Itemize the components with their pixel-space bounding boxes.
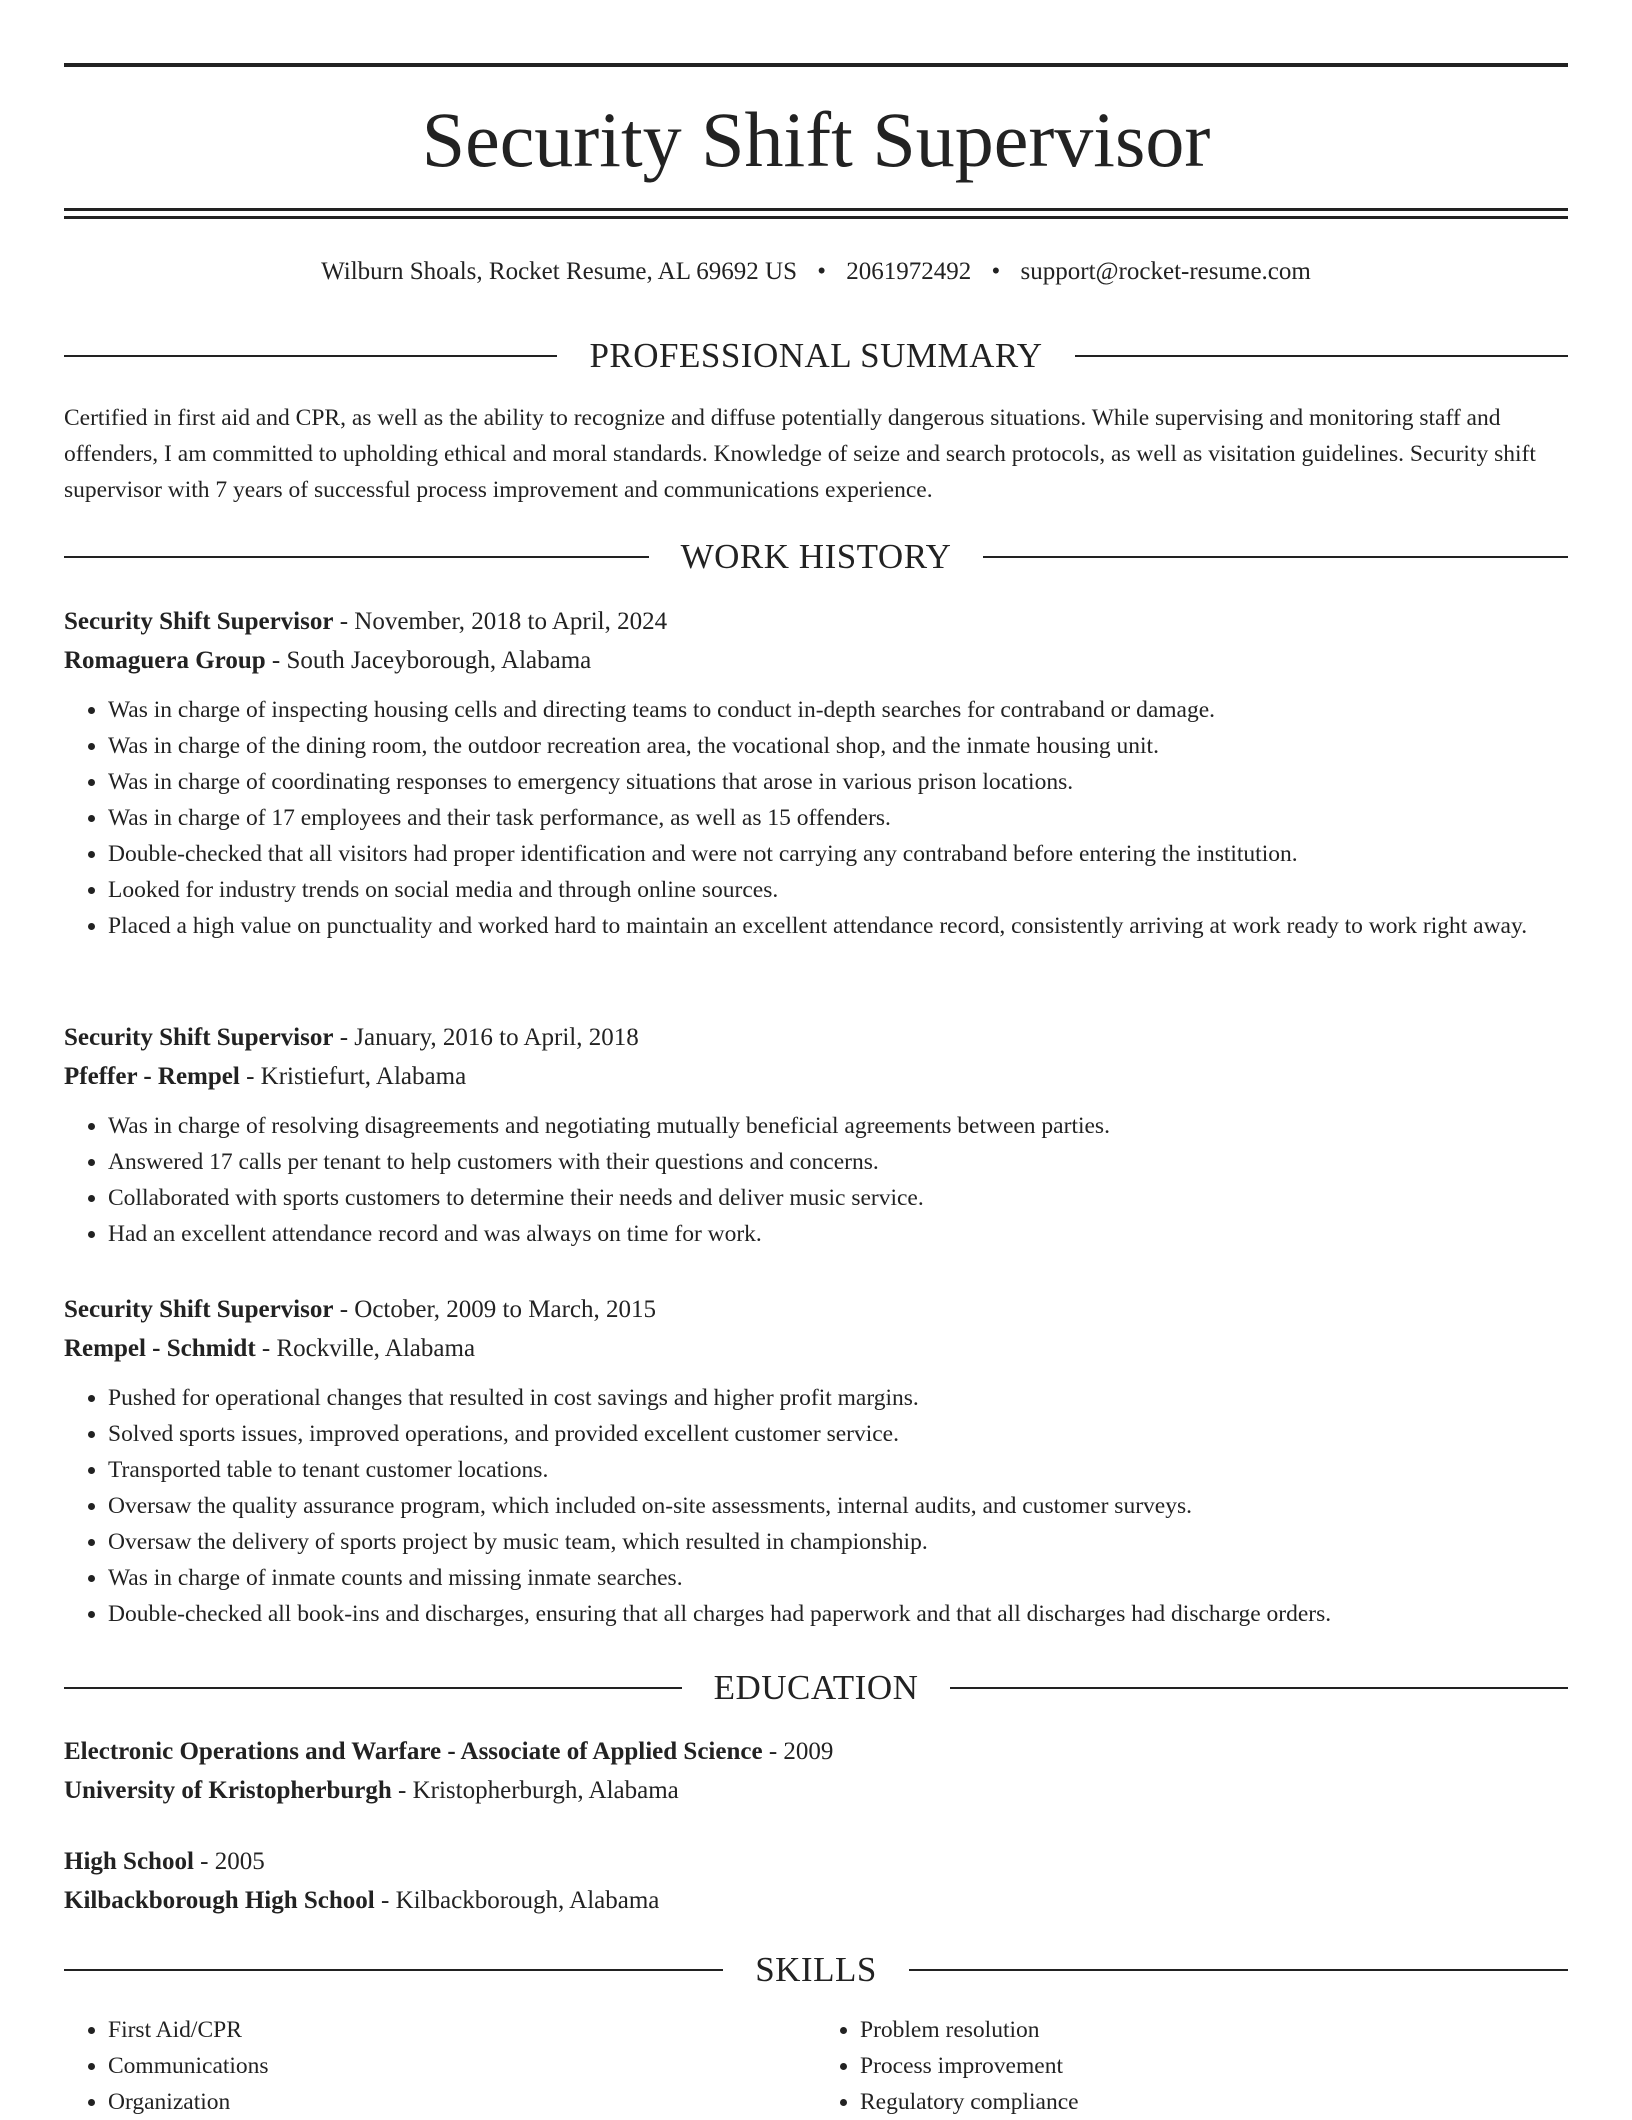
education-entry: [64, 1842, 1568, 1920]
skill-item: • Process improvement: [860, 2048, 1568, 2084]
list-item: • Oversaw the quality assurance program, which included on-site assessments, internal audits, and customer surveys.: [108, 1488, 1568, 1524]
job-location: - Kristiefurt, Alabama: [239, 1063, 467, 1090]
education-school: Kilbackborough High School: [64, 1887, 375, 1914]
list-item: • Answered 17 calls per tenant to help customers with their questions and concerns.: [108, 1144, 1568, 1180]
job-title: Security Shift Supervisor: [64, 608, 334, 635]
job-bullets: [64, 1380, 1568, 1632]
section-rule-right: [950, 1687, 1568, 1689]
education-school-line: [64, 1881, 1568, 1920]
job-title: Security Shift Supervisor: [64, 1296, 334, 1323]
list-item: • Oversaw the delivery of sports project by music team, which resulted in championship.: [108, 1524, 1568, 1560]
skills-columns: [64, 2012, 1568, 2120]
list-item: • Double-checked that all visitors had proper identification and were not carrying any contraband before entering the institution.: [108, 836, 1568, 872]
job-location: - South Jaceyborough, Alabama: [265, 647, 592, 674]
education-school: University of Kristopherburgh: [64, 1777, 392, 1804]
education-entry: [64, 1732, 1568, 1810]
top-rule: [64, 63, 1568, 67]
contact-line: [64, 254, 1568, 290]
job-company: Rempel - Schmidt: [64, 1335, 256, 1362]
job-company-line: [64, 1057, 1568, 1096]
skills-list-left: [64, 2012, 816, 2120]
job-dates: - October, 2009 to March, 2015: [333, 1296, 656, 1323]
job-location: - Rockville, Alabama: [255, 1335, 476, 1362]
job-company: Pfeffer - Rempel: [64, 1063, 240, 1090]
job-company-line: [64, 1329, 1568, 1368]
section-rule-right: [983, 556, 1568, 558]
job-bullets: [64, 692, 1568, 944]
job-company-line: [64, 641, 1568, 680]
education-location: - Kilbackborough, Alabama: [374, 1887, 660, 1914]
education-degree: High School: [64, 1848, 194, 1875]
education-school-line: [64, 1771, 1568, 1810]
skills-list-right: [816, 2012, 1568, 2120]
title-rule-upper: [64, 208, 1568, 211]
contact-phone: 2061972492: [846, 258, 972, 285]
job-entry: [64, 1018, 1568, 1252]
section-header-summary: [64, 334, 1568, 378]
section-rule-left: [64, 355, 557, 357]
list-item: • Was in charge of inspecting housing cells and directing teams to conduct in-depth searches for contraband or damage.: [108, 692, 1568, 728]
job-title: Security Shift Supervisor: [64, 1024, 334, 1051]
section-title: SKILLS: [755, 1950, 877, 1989]
job-company: Romaguera Group: [64, 647, 266, 674]
list-item: • Transported table to tenant customer locations.: [108, 1452, 1568, 1488]
list-item: • Double-checked all book-ins and discharges, ensuring that all charges had paperwork and that all discharges had discharge orders.: [108, 1596, 1568, 1632]
list-item: • Was in charge of 17 employees and their task performance, as well as 15 offenders.: [108, 800, 1568, 836]
job-entry: [64, 602, 1568, 944]
contact-email: support@rocket-resume.com: [1020, 258, 1311, 285]
list-item: • Collaborated with sports customers to determine their needs and deliver music service.: [108, 1180, 1568, 1216]
section-rule-right: [909, 1969, 1568, 1971]
list-item: • Was in charge of inmate counts and missing inmate searches.: [108, 1560, 1568, 1596]
contact-separator: •: [817, 258, 827, 285]
list-item: • Was in charge of resolving disagreements and negotiating mutually beneficial agreements between parties.: [108, 1108, 1568, 1144]
job-title-line: [64, 1290, 1568, 1329]
education-degree-line: [64, 1842, 1568, 1881]
list-item: • Was in charge of coordinating responses to emergency situations that arose in various prison locations.: [108, 764, 1568, 800]
job-bullets: [64, 1108, 1568, 1252]
contact-address: Wilburn Shoals, Rocket Resume, AL 69692 US: [321, 258, 797, 285]
skill-item: • Organization: [108, 2084, 816, 2120]
education-year: - 2009: [762, 1738, 834, 1765]
education-degree-line: [64, 1732, 1568, 1771]
title-rule-lower: [64, 216, 1568, 219]
job-dates: - January, 2016 to April, 2018: [333, 1024, 639, 1051]
education-year: - 2005: [193, 1848, 265, 1875]
list-item: • Was in charge of the dining room, the outdoor recreation area, the vocational shop, and the inmate housing unit.: [108, 728, 1568, 764]
list-item: • Had an excellent attendance record and was always on time for work.: [108, 1216, 1568, 1252]
skill-item: • Regulatory compliance: [860, 2084, 1568, 2120]
skill-item: • Problem resolution: [860, 2012, 1568, 2048]
summary-paragraph: Certified in first aid and CPR, as well as the ability to recognize and diffuse potentially dangerous situations. While supervising and monitoring staff and offenders, I am committed to upholding ethical and moral standards. Knowledge of seize and search protocols, as well as visitation guidelines. Security shift supervisor with 7 years of successful process improvement and communications experience.: [64, 405, 1536, 503]
job-title-line: [64, 1018, 1568, 1057]
resume-title: Security Shift Supervisor: [421, 96, 1211, 183]
section-title: EDUCATION: [713, 1668, 919, 1707]
section-rule-left: [64, 1687, 682, 1689]
section-rule-right: [1075, 355, 1568, 357]
list-item: • Pushed for operational changes that resulted in cost savings and higher profit margins.: [108, 1380, 1568, 1416]
education-degree: Electronic Operations and Warfare - Associate of Applied Science: [64, 1738, 763, 1765]
section-title: WORK HISTORY: [680, 537, 952, 576]
section-rule-left: [64, 1969, 723, 1971]
job-dates: - November, 2018 to April, 2024: [333, 608, 668, 635]
list-item: • Looked for industry trends on social media and through online sources.: [108, 872, 1568, 908]
skill-item: • Communications: [108, 2048, 816, 2084]
section-header-education: [64, 1666, 1568, 1710]
education-location: - Kristopherburgh, Alabama: [391, 1777, 679, 1804]
section-rule-left: [64, 556, 649, 558]
contact-separator: •: [991, 258, 1001, 285]
skill-item: • First Aid/CPR: [108, 2012, 816, 2048]
section-header-work: [64, 535, 1568, 579]
job-entry: [64, 1290, 1568, 1632]
list-item: • Solved sports issues, improved operations, and provided excellent customer service.: [108, 1416, 1568, 1452]
section-title: PROFESSIONAL SUMMARY: [589, 336, 1043, 375]
section-header-skills: [64, 1948, 1568, 1992]
job-title-line: [64, 602, 1568, 641]
list-item: • Placed a high value on punctuality and worked hard to maintain an excellent attendance record, consistently arriving at work ready to work right away.: [108, 908, 1568, 944]
